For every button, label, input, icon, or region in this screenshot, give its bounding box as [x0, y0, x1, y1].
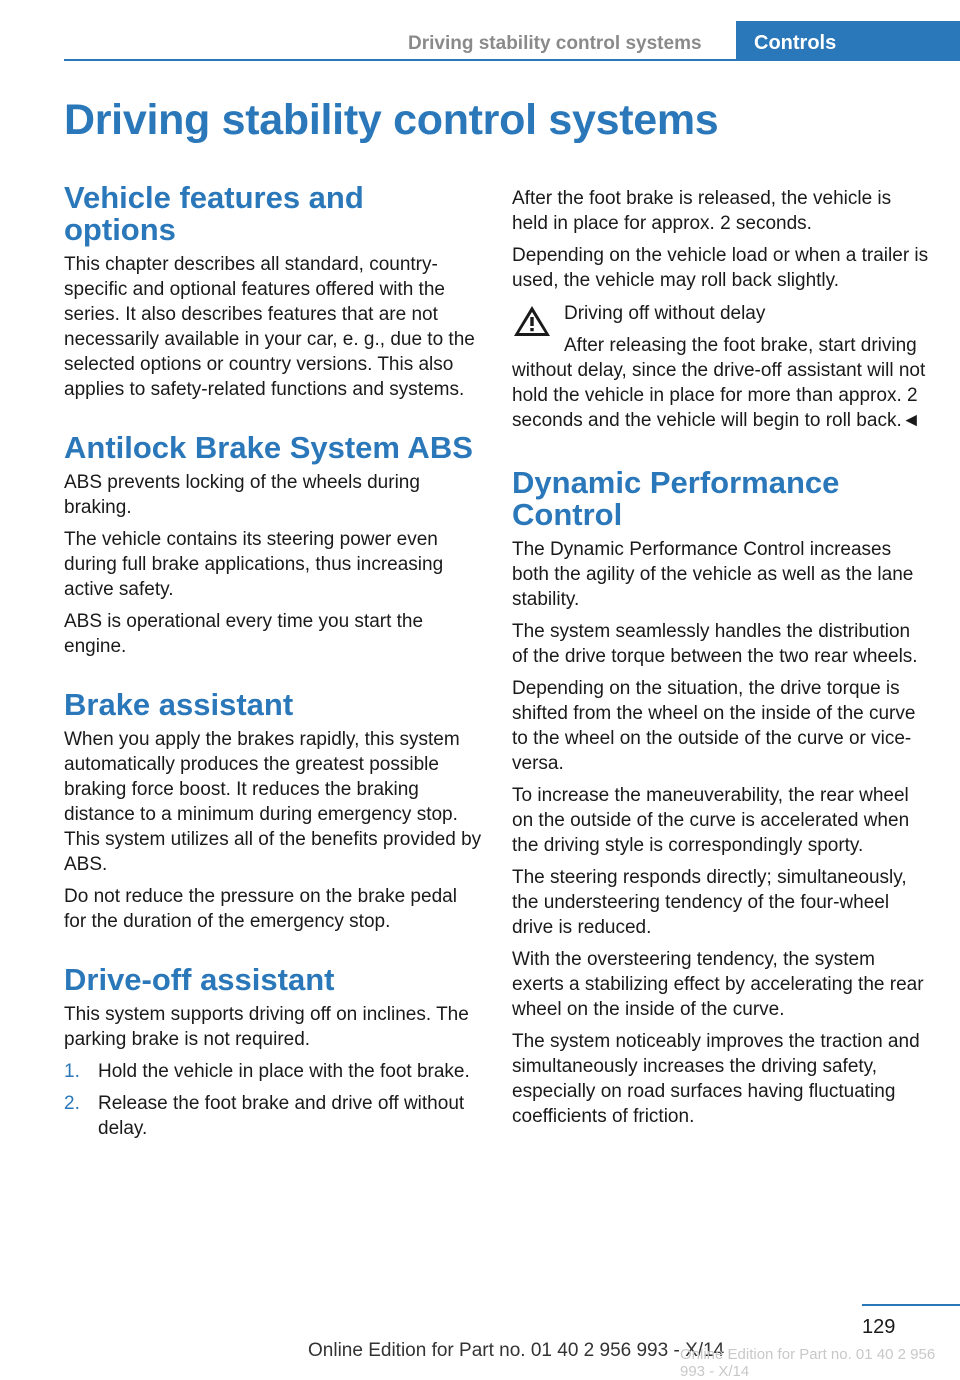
step-number: 1. — [64, 1061, 80, 1082]
header-chapter-label: Controls — [754, 32, 837, 54]
paragraph: The system seamlessly handles the distribution of the drive torque between the two rear wheels. — [512, 621, 918, 667]
page-title: Driving stability control systems — [64, 96, 719, 144]
paragraph: With the oversteering tendency, the system exerts a stabilizing effect by accelerating the rear wheel on the inside of the curve. — [512, 949, 924, 1020]
paragraph: The steering responds directly; simultaneously, the understeering tendency of the four-wheel drive is reduced. — [512, 867, 907, 938]
paragraph: Depending on the situation, the drive torque is shifted from the wheel on the inside of the curve to the wheel on the outside of the curve or vice-versa. — [512, 678, 916, 774]
step-number: 2. — [64, 1093, 80, 1114]
paragraph: This chapter describes all standard, country-specific and optional features offered with the series. It also describes features that are not necessarily available in your car, e. g., due to the selected options or country versions. This also applies to safety-related functions and systems. — [64, 254, 475, 400]
footer-edition: Online Edition for Part no. 01 40 2 956 993 - X/14 — [308, 1340, 725, 1361]
left-column — [64, 182, 482, 1171]
paragraph: The Dynamic Performance Control increases both the agility of the vehicle as well as the lane stability. — [512, 539, 914, 610]
step-text: Release the foot brake and drive off without delay. — [98, 1093, 465, 1139]
section-heading: Brake assistant — [64, 687, 294, 722]
section-brake-assistant — [64, 689, 482, 934]
paragraph: To increase the maneuverability, the rear wheel on the outside of the curve is accelerated when the driving style is correspondingly sporty. — [512, 785, 910, 856]
section-heading: Drive-off assistant — [64, 962, 335, 997]
page-number: 129 — [862, 1316, 896, 1338]
warning-text: After releasing the foot brake, start driving without delay, since the drive-off assistant will not hold the vehicle in place for more than approx. 2 seconds and the vehicle will begin to roll back.◄ — [512, 335, 926, 431]
list-item — [64, 1059, 482, 1084]
section-heading: Vehicle features and options — [64, 180, 364, 247]
section-vehicle-features — [64, 182, 482, 402]
section-heading: Antilock Brake System ABS — [64, 430, 473, 465]
watermark: Online Edition for Part no. 01 40 2 956 993 - X/14 — [680, 1346, 936, 1380]
header-section-title: Driving stability control systems — [408, 33, 702, 54]
paragraph: When you apply the brakes rapidly, this system automatically produces the greatest possible braking force boost. It reduces the braking distance to a minimum during emergency stop. This system utilizes all of the benefits provided by ABS. — [64, 729, 482, 875]
header-chapter-tab — [736, 21, 960, 61]
paragraph: This system supports driving off on inclines. The parking brake is not required. — [64, 1004, 469, 1050]
paragraph: The vehicle contains its steering power even during full brake applications, thus increasing active safety. — [64, 529, 444, 600]
step-text: Hold the vehicle in place with the foot brake. — [98, 1061, 470, 1082]
paragraph: Depending on the vehicle load or when a trailer is used, the vehicle may roll back slightly. — [512, 245, 929, 291]
section-abs — [64, 432, 482, 659]
list-item — [64, 1091, 482, 1141]
paragraph: ABS is operational every time you start the engine. — [64, 611, 424, 657]
steps-list — [64, 1059, 482, 1141]
paragraph: Do not reduce the pressure on the brake pedal for the duration of the emergency stop. — [64, 886, 457, 932]
footer-rule — [862, 1304, 960, 1306]
right-column — [512, 186, 930, 1159]
warning-box — [512, 301, 930, 433]
warning-title: Driving off without delay — [564, 303, 766, 324]
paragraph: The system noticeably improves the traction and simultaneously increases the driving safety, especially on road surfaces having fluctuating coefficients of friction. — [512, 1031, 920, 1127]
section-drive-off-assistant — [64, 964, 482, 1141]
paragraph: ABS prevents locking of the wheels during braking. — [64, 472, 420, 518]
paragraph: After the foot brake is released, the vehicle is held in place for approx. 2 seconds. — [512, 188, 892, 234]
section-dynamic-performance-control — [512, 467, 930, 1129]
section-heading: Dynamic Performance Control — [512, 465, 840, 532]
warning-triangle-icon — [512, 304, 552, 338]
